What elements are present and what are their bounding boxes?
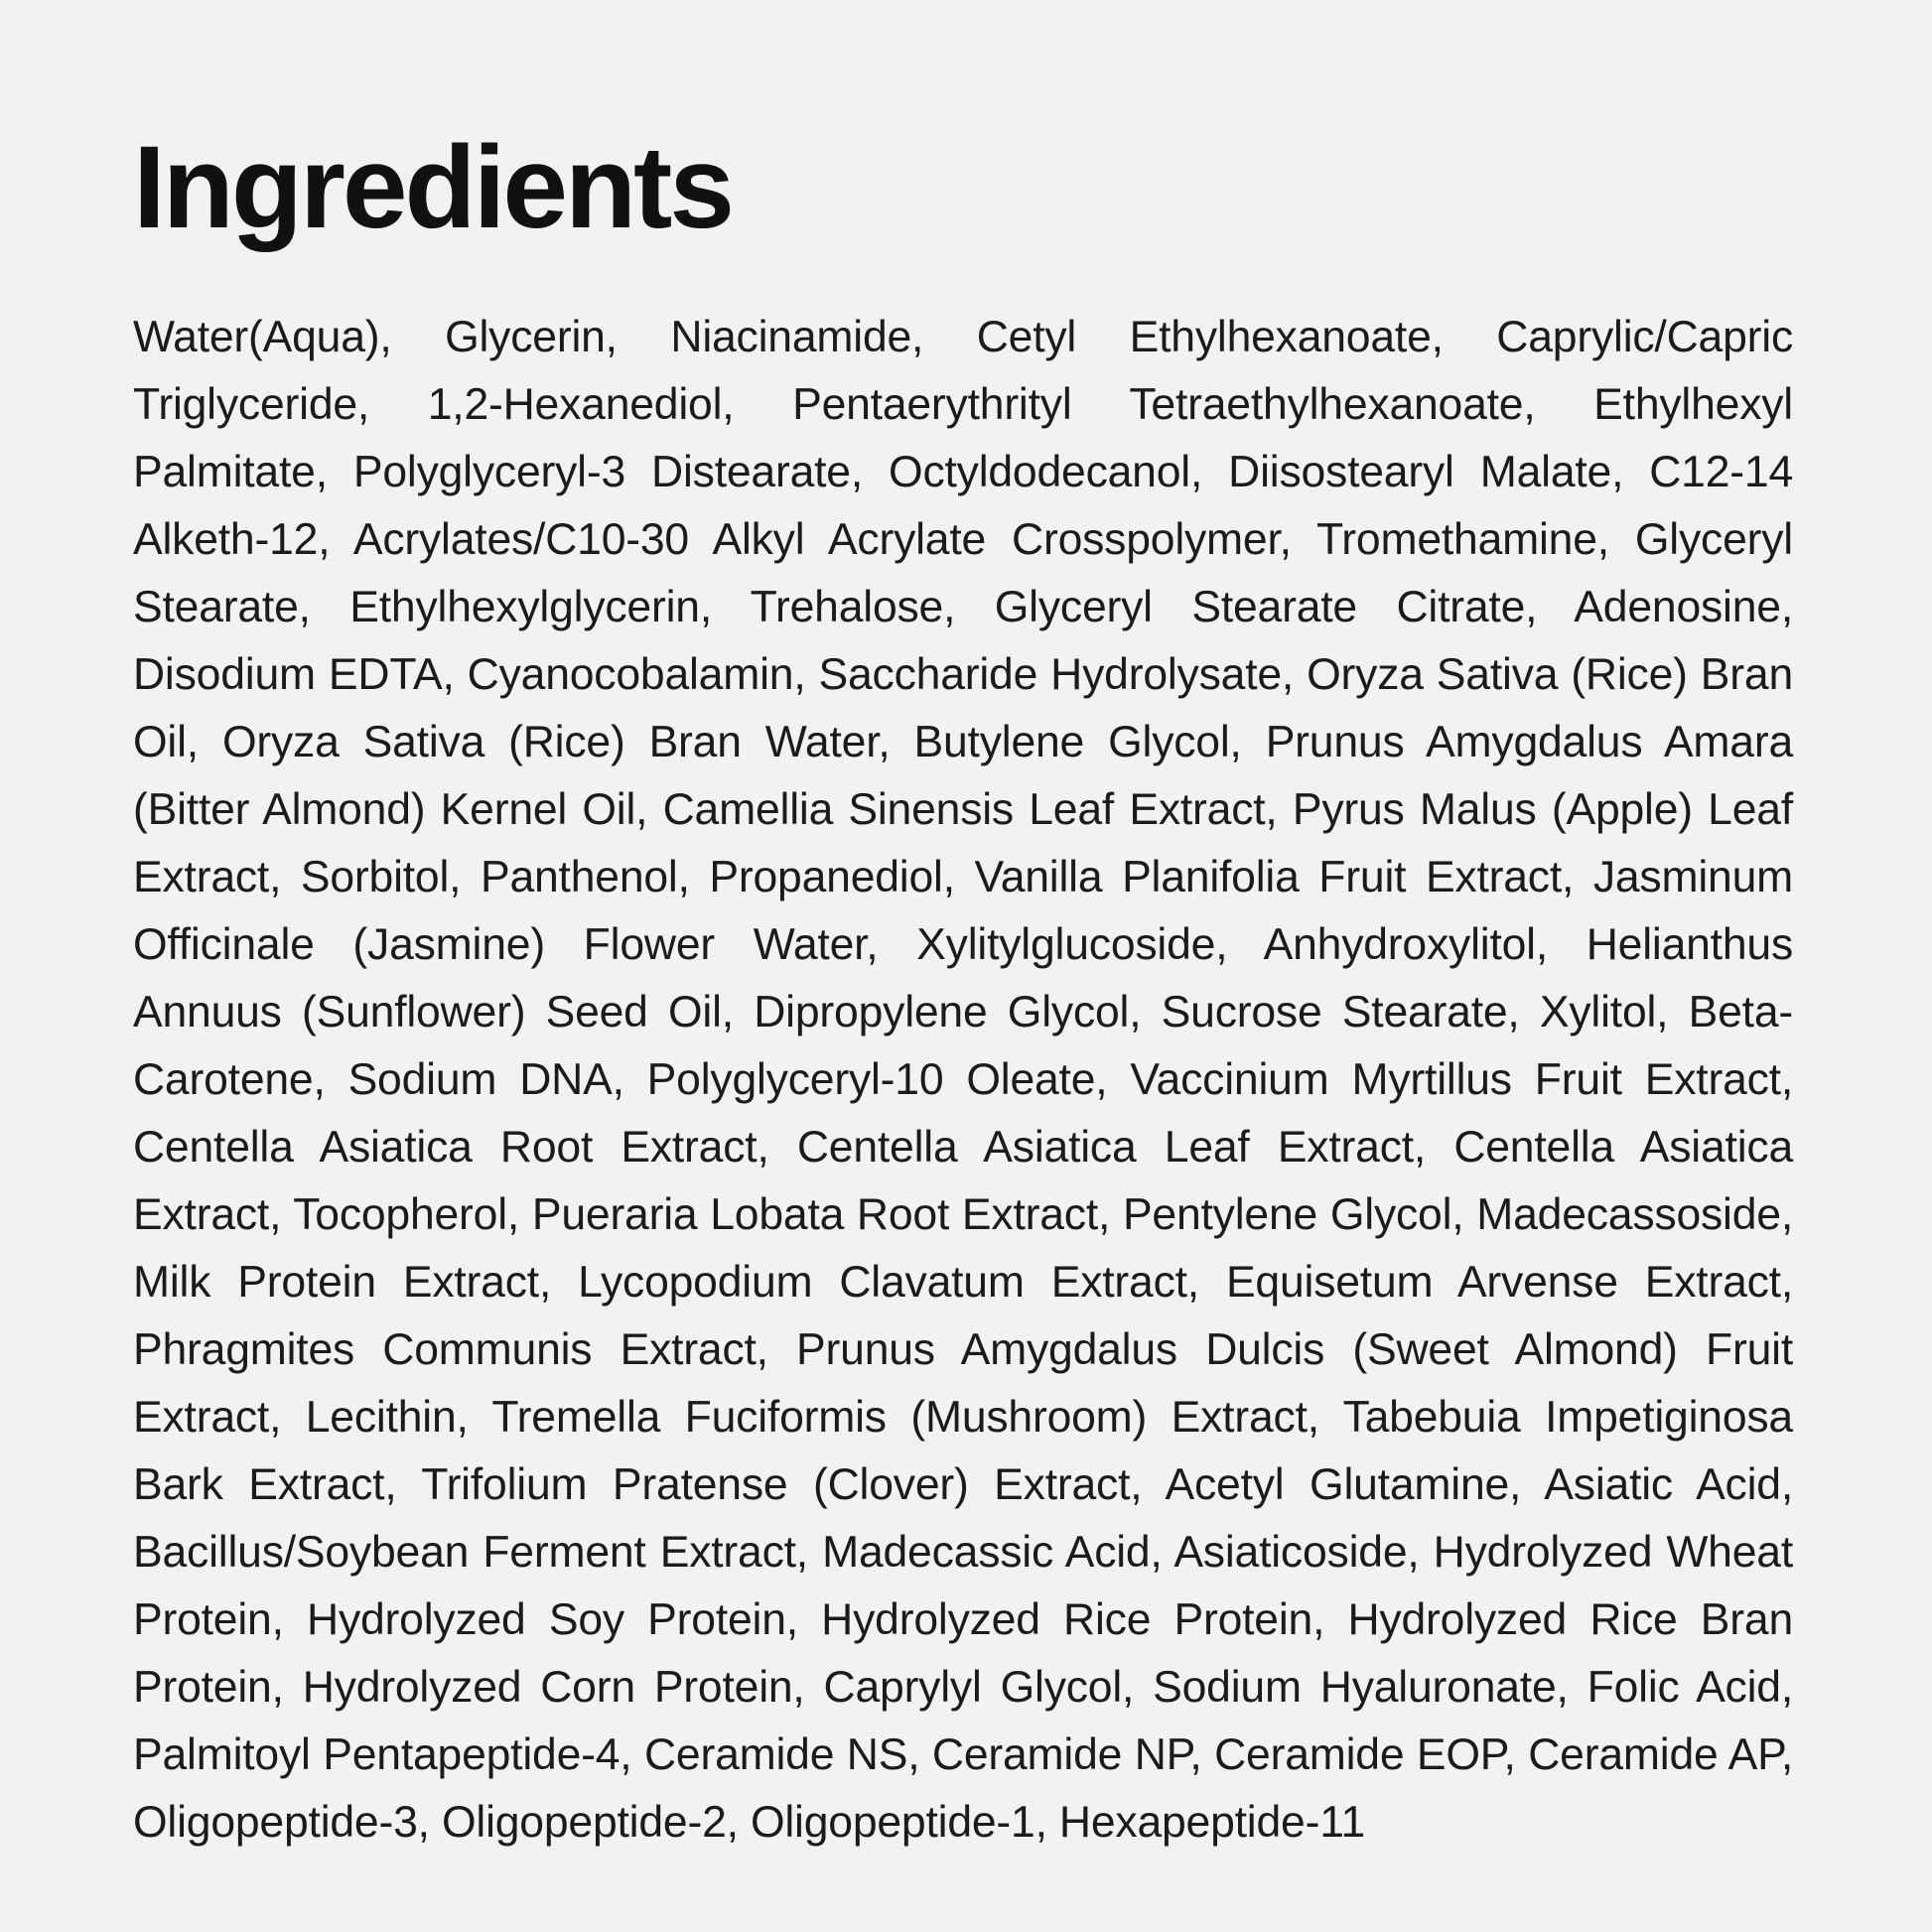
page-title: Ingredients: [133, 122, 732, 253]
ingredients-list-text: Water(Aqua), Glycerin, Niacinamide, Cetyl Ethylhexanoate, Caprylic/Capric Triglyceride, 1,2-Hexanediol, Pentaerythrityl Tetraethylhexanoate, Ethylhexyl Palmitate, Polyglyceryl-3 Distearate, Octyldodecanol, Diisostearyl Malate, C12-14 Alketh-12, Acrylates/C10-30 Alkyl Acrylate Crosspolymer, Tromethamine, Glyceryl Stearate, Ethylhexylglycerin, Trehalose, Glyceryl Stearate Citrate, Adenosine, Disodium EDTA, Cyanocobalamin, Saccharide Hydrolysate, Oryza Sativa (Rice) Bran Oil, Oryza Sativa (Rice) Bran Water, Butylene Glycol, Prunus Amygdalus Amara (Bitter Almond) Kernel Oil, Camellia Sinensis Leaf Extract, Pyrus Malus (Apple) Leaf Extract, Sorbitol, Panthenol, Propanediol, Vanilla Planifolia Fruit Extract, Jasminum Officinale (Jasmine) Flower Water, Xylitylglucoside, Anhydroxylitol, Helianthus Annuus (Sunflower) Seed Oil, Dipropylene Glycol, Sucrose Stearate, Xylitol, Beta-Carotene, Sodium DNA, Polyglyceryl-10 Oleate, Vaccinium Myrtillus Fruit Extract, Centella Asiatica Root Extract, Centella Asiatica Leaf Extract, Centella Asiatica Extract, Tocopherol, Pueraria Lobata Root Extract, Pentylene Glycol, Madecassoside, Milk Protein Extract, Lycopodium Clavatum Extract, Equisetum Arvense Extract, Phragmites Communis Extract, Prunus Amygdalus Dulcis (Sweet Almond) Fruit Extract, Lecithin, Tremella Fuciformis (Mushroom) Extract, Tabebuia Impetiginosa Bark Extract, Trifolium Pratense (Clover) Extract, Acetyl Glutamine, Asiatic Acid, Bacillus/Soybean Ferment Extract, Madecassic Acid, Asiaticoside, Hydrolyzed Wheat Protein, Hydrolyzed Soy Protein, Hydrolyzed Rice Protein, Hydrolyzed Rice Bran Protein, Hydrolyzed Corn Protein, Caprylyl Glycol, Sodium Hyaluronate, Folic Acid, Palmitoyl Pentapeptide-4, Ceramide NS, Ceramide NP, Ceramide EOP, Ceramide AP, Oligopeptide-3, Oligopeptide-2, Oligopeptide-1, Hexapeptide-11: [133, 312, 1793, 1847]
